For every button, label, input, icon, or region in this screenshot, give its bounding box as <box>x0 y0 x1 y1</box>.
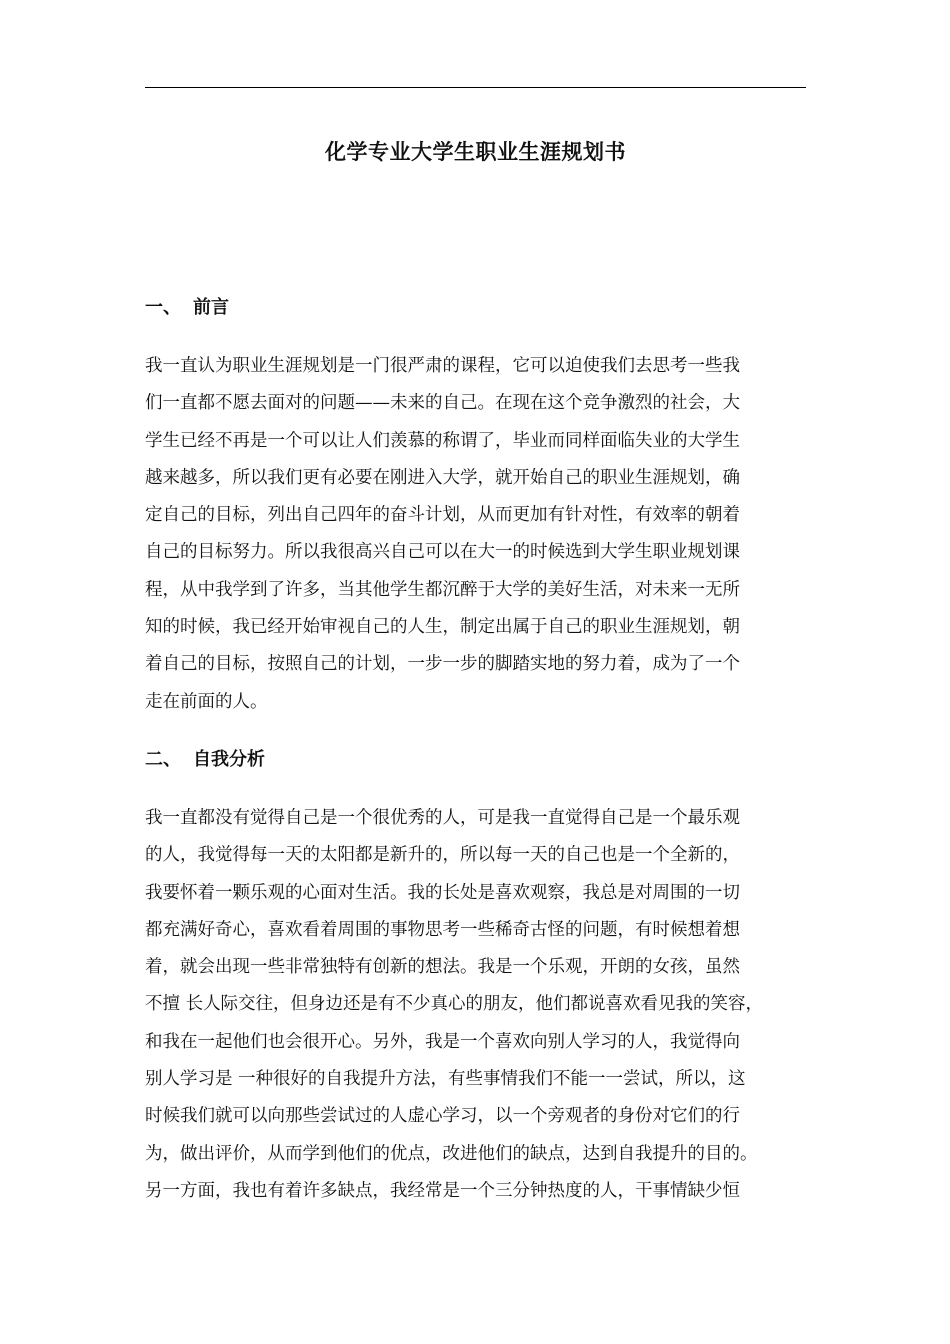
paragraph-line: 和我在一起他们也会很开心。另外，我是一个喜欢向别人学习的人，我觉得向 <box>145 1031 740 1052</box>
paragraph-line: 我一直都没有觉得自己是一个很优秀的人，可是我一直觉得自己是一个最乐观 <box>145 808 740 828</box>
paragraph-line: 着自己的目标，按照自己的计划，一步一步的脚踏实地的努力着，成为了一个 <box>145 654 740 675</box>
paragraph-line: 为，做出评价，从而学到他们的优点，改进他们的缺点，达到自我提升的目的。 <box>145 1143 758 1164</box>
paragraph-self-analysis <box>145 800 806 1210</box>
section-title: 前言 <box>193 297 229 318</box>
paragraph-line: 学生已经不再是一个可以让人们羡慕的称谓了，毕业而同样面临失业的大学生 <box>145 430 740 451</box>
paragraph-line: 我要怀着一颗乐观的心面对生活。我的长处是喜欢观察，我总是对周围的一切 <box>145 882 740 903</box>
paragraph-line: 别人学习是 一种很好的自我提升方法，有些事情我们不能一一尝试，所以，这 <box>145 1069 746 1090</box>
paragraph-line: 定自己的目标，列出自己四年的奋斗计划，从而更加有针对性，有效率的朝着 <box>145 505 740 526</box>
paragraph-line: 时候我们就可以向那些尝试过的人虚心学习，以一个旁观者的身份对它们的行 <box>145 1106 740 1127</box>
section-heading-preface <box>145 295 806 321</box>
paragraph-preface <box>145 348 806 721</box>
paragraph-line: 不擅 长人际交往，但身边还是有不少真心的朋友，他们都说喜欢看见我的笑容， <box>145 994 764 1015</box>
section-number: 二、 <box>145 749 181 770</box>
paragraph-line: 自己的目标努力。所以我很高兴自己可以在大一的时候选到大学生职业规划课 <box>145 542 740 563</box>
section-number: 一、 <box>145 297 181 318</box>
paragraph-line: 们一直都不愿去面对的问题——未来的自己。在现在这个竞争激烈的社会，大 <box>145 393 740 414</box>
paragraph-line: 着，就会出现一些非常独特有创新的想法。我是一个乐观，开朗的女孩，虽然 <box>145 957 740 978</box>
paragraph-line: 我一直认为职业生涯规划是一门很严肃的课程，它可以迫使我们去思考一些我 <box>145 356 740 376</box>
paragraph-line: 越来越多，所以我们更有必要在刚进入大学，就开始自己的职业生涯规划，确 <box>145 467 740 488</box>
paragraph-line: 的人，我觉得每一天的太阳都是新升的，所以每一天的自己也是一个全新的， <box>145 845 740 866</box>
section-title: 自我分析 <box>193 749 265 770</box>
paragraph-line: 程，从中我学到了许多，当其他学生都沉醉于大学的美好生活，对未来一无所 <box>145 579 740 600</box>
document-title: 化学专业大学生职业生涯规划书 <box>325 140 626 164</box>
header-rule <box>145 87 806 88</box>
paragraph-line: 走在前面的人。 <box>145 691 268 712</box>
paragraph-line: 知的时候，我已经开始审视自己的人生，制定出属于自己的职业生涯规划，朝 <box>145 617 740 638</box>
paragraph-line: 另一方面，我也有着许多缺点，我经常是一个三分钟热度的人，干事情缺少恒 <box>145 1180 740 1201</box>
section-heading-self-analysis <box>145 747 806 773</box>
paragraph-line: 都充满好奇心，喜欢看着周围的事物思考一些稀奇古怪的问题，有时候想着想 <box>145 919 740 940</box>
